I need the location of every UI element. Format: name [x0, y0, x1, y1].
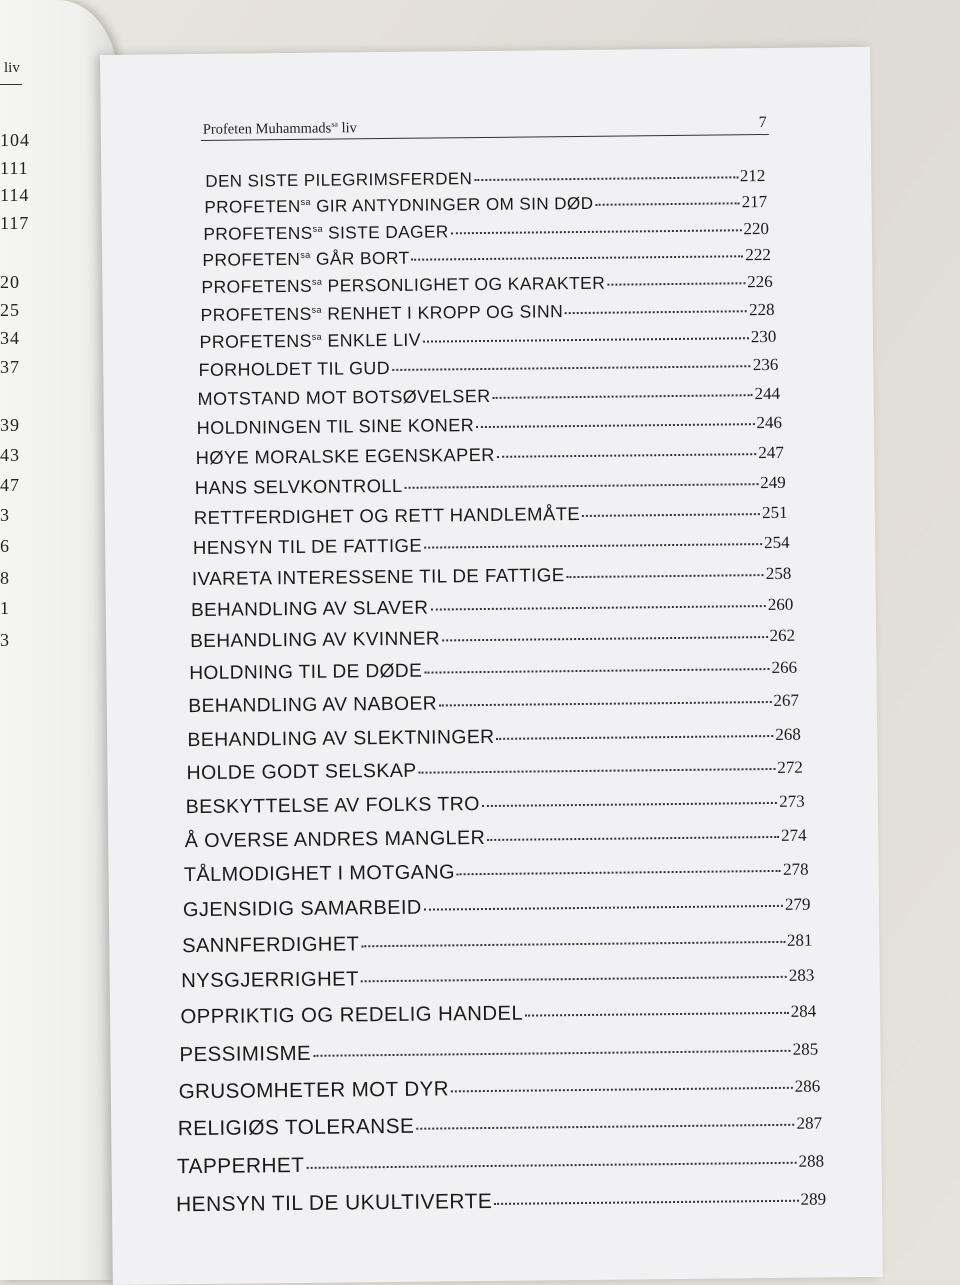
toc-entry-title: $PROFETEN^{sa}$ GIR ANTYDNINGER OM SIN DØD	[204, 193, 594, 217]
toc-entry-title: HØYE MORALSKE EGENSKAPER	[195, 443, 495, 469]
toc-entry-title: BEHANDLING AV SLAVER	[191, 597, 429, 621]
toc-entry	[184, 858, 809, 888]
toc-entry-title: BESKYTTELSE AV FOLKS TRO	[185, 792, 480, 818]
toc-leader-dots	[423, 337, 749, 342]
left-page-number: 47	[0, 475, 20, 495]
toc-leader-dots	[451, 229, 742, 234]
toc-entry	[186, 789, 805, 818]
left-page-number: 34	[0, 328, 20, 348]
toc-leader-dots	[493, 394, 753, 399]
toc-entry	[178, 1110, 823, 1141]
toc-entry-page: 283	[788, 965, 815, 986]
toc-entry-page: 226	[747, 272, 773, 292]
toc-entry-page: 247	[758, 442, 784, 463]
toc-leader-dots	[451, 1086, 793, 1092]
page-number: 7	[758, 114, 767, 132]
toc-entry-title: $PROFETEN^{sa}$ GÅR BORT	[202, 248, 410, 271]
toc-entry-page: 266	[771, 658, 798, 678]
toc-entry-title: HENSYN TIL DE FATTIGE	[192, 534, 423, 559]
left-page-number: 3	[0, 630, 10, 650]
toc-leader-dots	[313, 1050, 791, 1057]
toc-entry	[194, 501, 788, 529]
toc-leader-dots	[392, 365, 751, 371]
toc-entry-title: HOLDNINGEN TIL SINE KONER	[196, 414, 475, 438]
toc-entry	[204, 192, 767, 218]
toc-entry-page: 236	[752, 355, 779, 375]
toc-entry	[197, 412, 782, 439]
toc-entry-title: $PROFETENS^{sa}$ RENHET I KROPP OG SINN	[200, 300, 564, 325]
toc-leader-dots	[416, 1124, 794, 1130]
toc-leader-dots	[494, 1200, 798, 1205]
toc-entry	[192, 562, 792, 590]
toc-entry-title: FORHOLDET TIL GUD	[198, 358, 391, 381]
left-page-number: 25	[0, 300, 20, 320]
toc-entry	[188, 690, 799, 718]
left-page-number: 6	[0, 536, 10, 556]
toc-entry	[182, 928, 813, 958]
toc-entry	[200, 298, 774, 325]
toc-leader-dots	[582, 513, 760, 517]
toc-entry	[195, 471, 786, 499]
toc-entry	[189, 657, 797, 685]
toc-leader-dots	[567, 574, 764, 578]
toc-entry-title: $PROFETENS^{sa}$ ENKLE LIV	[199, 329, 422, 353]
toc-entry-page: 273	[779, 791, 805, 811]
toc-entry-title: GJENSIDIG SAMARBEID	[182, 896, 422, 922]
toc-leader-dots	[361, 940, 785, 946]
toc-entry	[203, 218, 769, 245]
toc-entry-page: 289	[800, 1189, 827, 1209]
toc-entry	[179, 1073, 821, 1104]
table-of-contents	[100, 47, 883, 1285]
toc-entry-page: 268	[775, 724, 801, 744]
toc-entry-page: 285	[792, 1039, 819, 1059]
toc-entry-page: 278	[782, 859, 809, 880]
toc-entry-title: OPPRIKTIG OG REDELIG HANDEL	[180, 1002, 524, 1029]
toc-entry-page: 258	[765, 563, 792, 584]
toc-entry	[186, 756, 803, 785]
toc-leader-dots	[412, 256, 744, 261]
toc-entry	[193, 531, 790, 559]
toc-entry-page: 244	[754, 383, 781, 403]
toc-entry-page: 262	[769, 625, 796, 646]
toc-entry	[198, 354, 778, 381]
toc-entry-title: $PROFETENS^{sa}$ SISTE DAGER	[203, 221, 449, 244]
toc-entry-title: BEHANDLING AV SLEKTNINGER	[187, 725, 495, 751]
toc-entry-title: TÅLMODIGHET I MOTGANG	[183, 861, 456, 887]
left-page-number: 3	[0, 505, 10, 525]
left-page-number: 43	[0, 445, 20, 465]
toc-entry	[191, 593, 793, 621]
toc-entry-title: NYSGJERRIGHET	[181, 968, 359, 993]
left-header-rule	[0, 84, 22, 85]
toc-entry-page: 281	[786, 930, 813, 950]
toc-entry-title: PESSIMISME	[179, 1041, 312, 1067]
toc-leader-dots	[405, 483, 759, 489]
toc-entry-title: RELIGIØS TOLERANSE	[177, 1114, 415, 1141]
toc-leader-dots	[306, 1161, 796, 1168]
toc-entry-page: 246	[756, 412, 783, 432]
toc-entry-title: GRUSOMHETER MOT DYR	[178, 1077, 450, 1103]
toc-entry	[179, 1036, 818, 1067]
toc-entry-page: 212	[739, 166, 766, 186]
toc-leader-dots	[476, 423, 754, 428]
toc-entry-page: 217	[741, 191, 768, 211]
toc-entry	[185, 823, 807, 853]
toc-leader-dots	[474, 176, 738, 181]
left-page-number: 1	[0, 598, 10, 618]
toc-entry-page: 254	[763, 533, 790, 553]
left-page-number: 37	[0, 357, 20, 377]
toc-entry-title: HANS SELVKONTROLL	[194, 474, 403, 498]
toc-entry	[187, 722, 801, 751]
toc-entry-page: 279	[784, 894, 811, 915]
toc-entry	[176, 1186, 826, 1217]
toc-entry	[181, 964, 814, 994]
left-page-number: 8	[0, 568, 10, 588]
toc-entry-page: 287	[796, 1113, 823, 1133]
toc-entry-title: DEN SISTE PILEGRIMSFERDEN	[205, 169, 473, 191]
toc-leader-dots	[525, 1012, 789, 1017]
toc-leader-dots	[487, 836, 779, 841]
toc-entry-title: TAPPERHET	[176, 1153, 305, 1178]
toc-entry	[198, 383, 781, 410]
toc-entry	[201, 271, 772, 298]
toc-entry-title: HENSYN TIL DE UKULTIVERTE	[175, 1189, 493, 1217]
toc-leader-dots	[565, 310, 747, 314]
toc-leader-dots	[430, 605, 765, 611]
toc-entry	[199, 326, 776, 353]
book-page	[100, 47, 883, 1285]
toc-entry-page: 272	[777, 757, 803, 777]
toc-entry-title: BEHANDLING AV NABOER	[188, 693, 438, 717]
toc-entry-page: 286	[794, 1076, 821, 1096]
toc-entry-page: 222	[745, 245, 771, 265]
toc-entry-page: 251	[762, 502, 788, 522]
toc-leader-dots	[595, 202, 739, 206]
toc-leader-dots	[497, 735, 774, 740]
toc-entry-page: 260	[767, 594, 794, 614]
toc-entry	[202, 244, 771, 271]
toc-leader-dots	[607, 282, 745, 285]
left-page-header: liv	[4, 60, 20, 76]
toc-entry-title: IVARETA INTERESSENE TIL DE FATTIGE	[191, 564, 565, 590]
toc-entry-title: SANNFERDIGHET	[182, 932, 360, 957]
running-header-title: Profeten Muhammads$^{sa}$ liv	[202, 119, 357, 138]
toc-entry-page: 249	[760, 472, 786, 492]
left-page-number: 117	[0, 213, 30, 233]
left-page-number: 39	[0, 415, 20, 435]
toc-entry	[183, 893, 811, 923]
toc-entry-title: $PROFETENS^{sa}$ PERSONLIGHET OG KARAKTER	[201, 272, 606, 298]
left-page-number: 111	[0, 158, 29, 178]
toc-leader-dots	[457, 870, 781, 875]
toc-leader-dots	[419, 768, 776, 774]
toc-entry-title: Å OVERSE ANDRES MANGLER	[184, 826, 486, 852]
toc-entry	[180, 1000, 816, 1030]
toc-entry-page: 267	[773, 690, 799, 710]
left-page-number: 20	[0, 272, 20, 292]
toc-leader-dots	[424, 668, 769, 674]
left-page-number: 104	[0, 130, 30, 150]
toc-leader-dots	[442, 636, 768, 641]
toc-entry-page: 288	[798, 1151, 825, 1171]
left-page-number: 114	[0, 185, 30, 205]
toc-entry-title: BEHANDLING AV KVINNER	[190, 628, 441, 653]
toc-leader-dots	[361, 976, 787, 982]
toc-leader-dots	[424, 905, 783, 911]
toc-entry-page: 220	[743, 218, 770, 239]
toc-leader-dots	[497, 453, 756, 458]
toc-entry-title: HOLDNING TIL DE DØDE	[189, 660, 423, 685]
toc-entry-title: MOTSTAND MOT BOTSØVELSER	[197, 385, 491, 409]
toc-entry	[196, 441, 784, 469]
toc-leader-dots	[439, 701, 771, 706]
toc-entry	[205, 166, 765, 192]
toc-entry-page: 228	[748, 299, 775, 319]
toc-entry-page: 274	[780, 825, 807, 845]
toc-leader-dots	[424, 543, 762, 549]
toc-entry-title: HOLDE GODT SELSKAP	[186, 759, 417, 785]
toc-entry-page: 284	[790, 1001, 817, 1022]
toc-entry	[177, 1148, 824, 1179]
toc-entry-page: 230	[750, 327, 777, 347]
toc-entry	[190, 625, 795, 653]
left-page-edge	[0, 0, 118, 1280]
toc-leader-dots	[482, 802, 777, 807]
toc-entry-title: RETTFERDIGHET OG RETT HANDLEMÅTE	[193, 502, 581, 528]
